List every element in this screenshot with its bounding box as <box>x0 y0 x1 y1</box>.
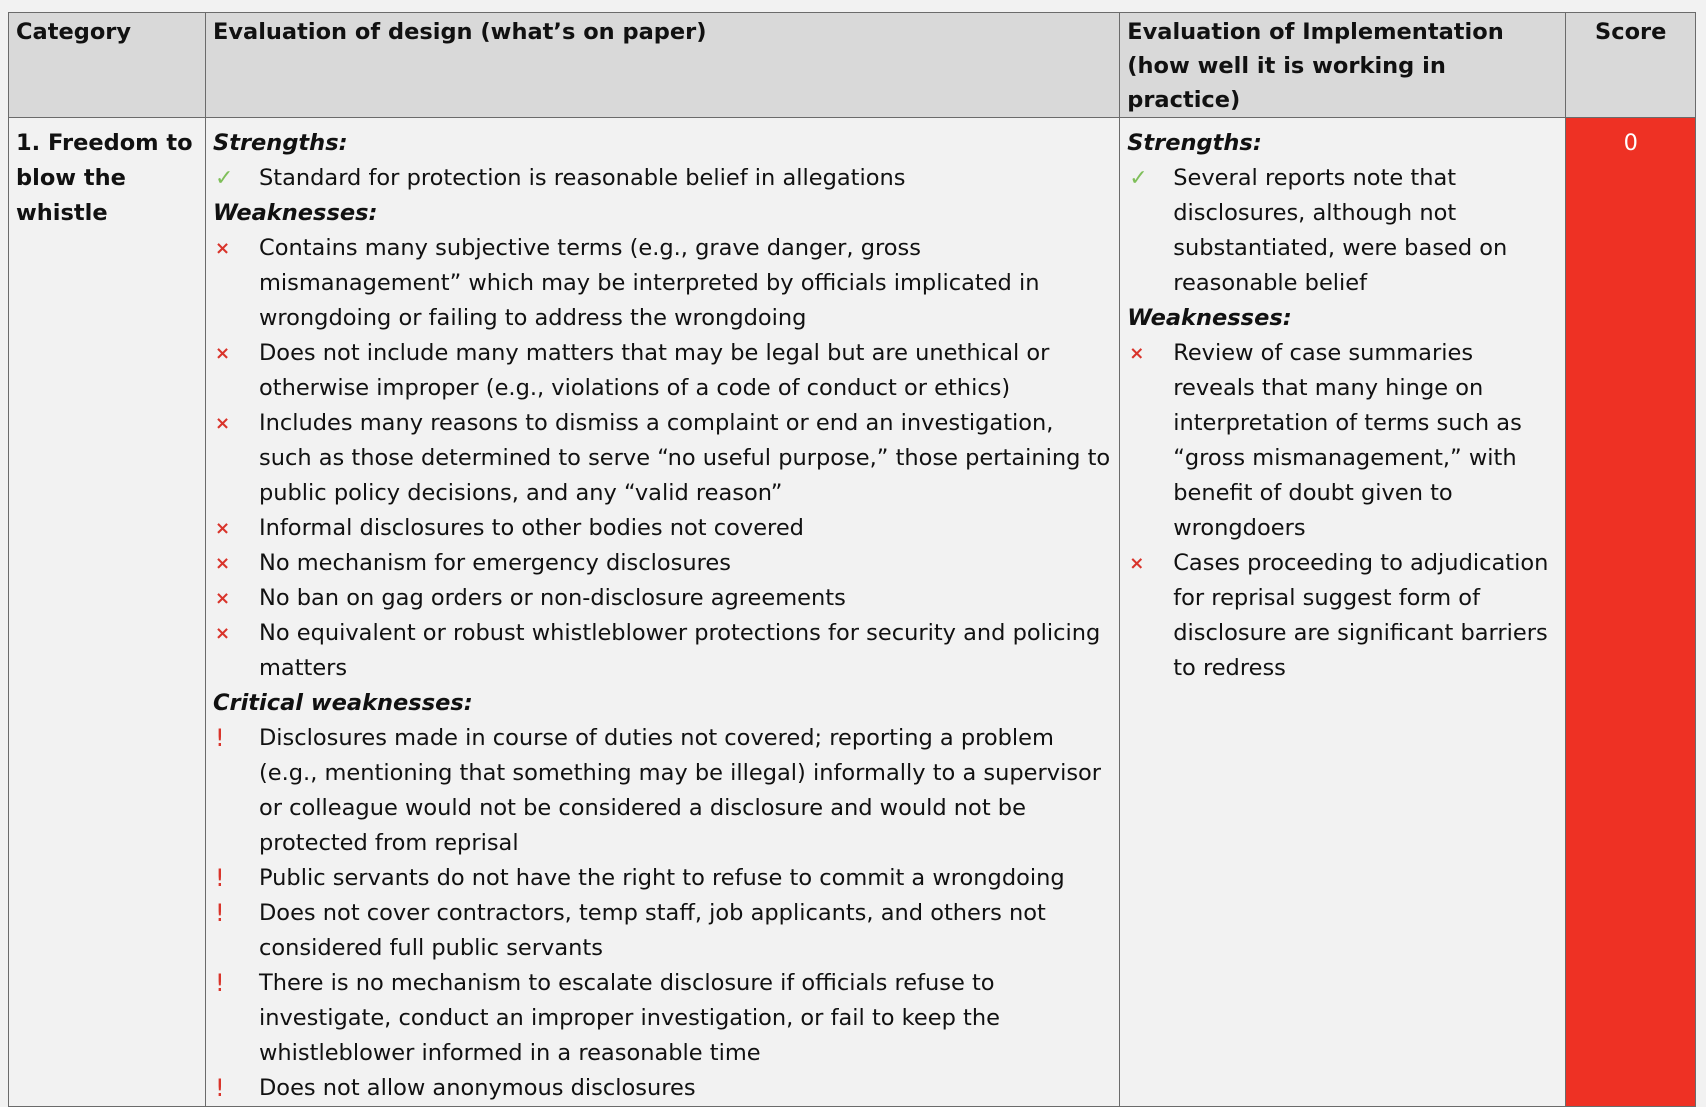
list-item <box>213 616 1112 686</box>
list-item-text: There is no mechanism to escalate disclosure if officials refuse to investigate, conduct an improper investigation, or fail to keep the whistleblower informed in a reasonable time <box>258 970 1000 1066</box>
list-item <box>213 966 1112 1071</box>
list-item-text: Review of case summaries reveals that many hinge on interpretation of terms such as “gross mismanagement,” with benefit of doubt given to wrongdoers <box>1173 340 1522 541</box>
exclamation-icon: ! <box>214 969 225 997</box>
list-item <box>1127 161 1558 301</box>
list-item-text: Public servants do not have the right to refuse to commit a wrongdoing <box>258 865 1065 891</box>
design-cell <box>205 118 1119 1107</box>
cross-icon: × <box>214 623 231 644</box>
cross-icon: × <box>1129 343 1145 364</box>
list-item-text: Includes many reasons to dismiss a complaint or end an investigation, such as those determined to serve “no useful purpose,” those pertaining to public policy decisions, and any “valid reason” <box>258 410 1111 506</box>
evaluation-table <box>8 12 1696 1107</box>
design-strengths-list <box>213 161 1112 196</box>
implementation-cell <box>1120 118 1566 1107</box>
list-item <box>213 581 1112 616</box>
list-item-text: Informal disclosures to other bodies not covered <box>258 515 804 541</box>
list-item <box>213 511 1112 546</box>
exclamation-icon: ! <box>214 724 225 752</box>
cross-icon: × <box>214 343 231 364</box>
cross-icon: × <box>214 518 231 539</box>
list-item-text: Does not cover contractors, temp staff, job applicants, and others not considered full public servants <box>258 900 1046 961</box>
check-icon: ✓ <box>1129 166 1148 191</box>
cross-icon: × <box>1129 553 1145 574</box>
list-item <box>213 161 1112 196</box>
impl-strengths-list <box>1127 161 1558 301</box>
list-item-text: Disclosures made in course of duties not covered; reporting a problem (e.g., mentioning that something may be illegal) informally to a supervisor or colleague would not be considered a disclosure and would not be protected from reprisal <box>258 725 1102 856</box>
cross-icon: × <box>214 588 231 609</box>
category-cell: 1. Freedom to blow the whistle <box>9 118 206 1107</box>
list-item-text: Several reports note that disclosures, although not substantiated, were based on reasonable belief <box>1173 165 1508 296</box>
design-critical-label: Critical weaknesses: <box>212 690 473 716</box>
list-item-text: Cases proceeding to adjudication for reprisal suggest form of disclosure are significant barriers to redress <box>1173 550 1549 681</box>
table-row <box>9 118 1696 1107</box>
impl-weaknesses-label: Weaknesses: <box>1127 305 1292 331</box>
exclamation-icon: ! <box>214 899 225 927</box>
impl-weaknesses-list <box>1127 336 1558 686</box>
list-item <box>1127 336 1558 546</box>
header-implementation: Evaluation of Implementation (how well it is working in practice) <box>1120 13 1566 118</box>
list-item-text: Does not include many matters that may be legal but are unethical or otherwise improper (e.g., violations of a code of conduct or ethics) <box>258 340 1050 401</box>
list-item-text: No equivalent or robust whistleblower protections for security and policing matters <box>258 620 1101 681</box>
cross-icon: × <box>214 238 231 259</box>
cross-icon: × <box>214 553 231 574</box>
list-item <box>213 546 1112 581</box>
list-item-text: No ban on gag orders or non-disclosure agreements <box>258 585 846 611</box>
check-icon: ✓ <box>214 166 234 191</box>
list-item <box>213 721 1112 861</box>
list-item <box>213 1071 1112 1106</box>
list-item <box>213 896 1112 966</box>
design-strengths-label: Strengths: <box>212 130 348 156</box>
cross-icon: × <box>214 413 231 434</box>
header-design: Evaluation of design (what’s on paper) <box>205 13 1119 118</box>
list-item <box>213 861 1112 896</box>
exclamation-icon: ! <box>214 1074 225 1102</box>
list-item-text: Contains many subjective terms (e.g., grave danger, gross mismanagement” which may be interpreted by officials implicated in wrongdoing or failing to address the wrongdoing <box>258 235 1040 331</box>
header-score: Score <box>1566 13 1696 118</box>
header-row <box>9 13 1696 118</box>
exclamation-icon: ! <box>214 864 225 892</box>
list-item-text: No mechanism for emergency disclosures <box>258 550 731 576</box>
list-item-text: Does not allow anonymous disclosures <box>258 1075 696 1101</box>
list-item <box>213 336 1112 406</box>
design-weaknesses-list <box>213 231 1112 686</box>
design-weaknesses-label: Weaknesses: <box>212 200 378 226</box>
list-item <box>1127 546 1558 686</box>
list-item-text: Standard for protection is reasonable belief in allegations <box>258 165 906 191</box>
header-category: Category <box>9 13 206 118</box>
impl-strengths-label: Strengths: <box>1127 130 1262 156</box>
list-item <box>213 231 1112 336</box>
design-critical-list <box>213 721 1112 1106</box>
list-item <box>213 406 1112 511</box>
score-cell: 0 <box>1566 118 1696 1107</box>
